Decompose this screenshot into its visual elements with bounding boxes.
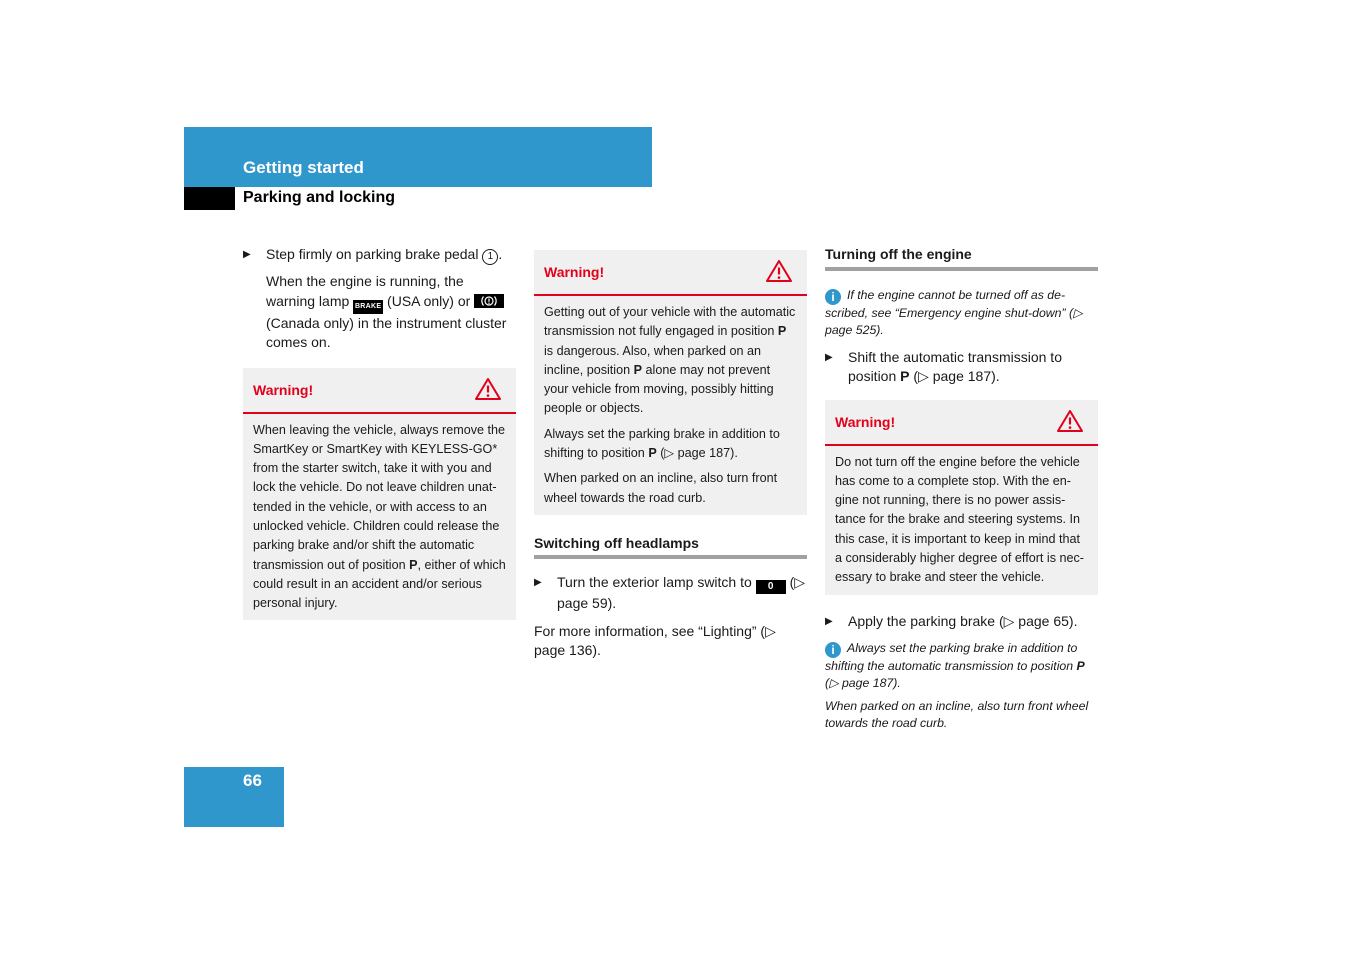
warning-body: [243, 414, 516, 621]
callout-marker: 1: [482, 249, 498, 265]
warning-text-part: Getting out of your vehicle with the automatic transmission not fully engaged in position: [544, 305, 796, 339]
info-text-bold: P: [1076, 659, 1085, 674]
parking-brake-lamp-icon: [474, 294, 504, 308]
punctuation: .: [498, 246, 503, 262]
warning-box-transmission: [534, 250, 807, 515]
more-info-lighting: For more information, see “Lighting” (▷ page 136).: [534, 622, 776, 659]
warning-box-leaving-vehicle: [243, 368, 516, 621]
warning-body: [825, 446, 1098, 595]
lamp-switch-off-icon: 0: [756, 580, 786, 594]
warning-text: [253, 421, 507, 614]
para-text: (Canada only) in the instrument cluster comes on.: [266, 314, 507, 350]
warning-body: [534, 296, 807, 515]
warning-label: Warning!: [835, 413, 896, 430]
warning-triangle-icon: [474, 377, 502, 401]
page-reference: (▷ page 187).: [825, 676, 901, 691]
page-reference: (▷ page 187).: [913, 368, 1000, 384]
para-text: When the engine is running, the warning lamp: [266, 273, 464, 309]
step-apply-brake: ▶ Apply the parking brake (▷ page 65).: [825, 612, 1098, 632]
warning-paragraph-1: [544, 303, 798, 419]
info-note-parking-brake: [825, 640, 1098, 692]
step-text-bold: P: [900, 368, 910, 384]
chapter-title: Getting started: [243, 158, 364, 177]
section-title-headlamps: Switching off headlamps: [534, 534, 807, 560]
info-note-incline: When parked on an incline, also turn front wheel towards the road curb.: [825, 699, 1089, 731]
warning-paragraph-2: [544, 425, 798, 464]
warning-text-bold: P: [409, 557, 418, 572]
info-note-emergency: [825, 287, 1098, 339]
warning-header: [825, 400, 1098, 446]
step-parking-brake: [243, 245, 516, 265]
warning-text-part: Always set the parking brake in addition to shifting to position: [544, 426, 780, 461]
column-1: [243, 245, 516, 620]
step-text: Turn the exterior lamp switch to: [557, 574, 752, 591]
warning-text-bold: P: [777, 324, 787, 339]
section-subtitle: Parking and locking: [243, 189, 396, 206]
warning-paragraph-3: When parked on an incline, also turn front wheel towards the road curb.: [544, 471, 778, 505]
header-band: [184, 127, 652, 187]
page-reference: (▷ page 187).: [660, 446, 738, 461]
step-lamp-switch: [534, 573, 807, 614]
warning-lamp-paragraph: [243, 272, 516, 353]
warning-header: [534, 250, 807, 296]
warning-triangle-icon: [765, 259, 793, 283]
warning-label: Warning!: [544, 264, 605, 280]
warning-text-part: , either of which could result in an accident and/or serious personal injury.: [253, 557, 506, 611]
warning-text-part: When leaving the vehicle, always remove the SmartKey or SmartKey with KEYLESS-GO* from the starter switch, take it with you and lock the vehicle. Do not leave children unat-tended in the vehicle, or with access to an unlocked vehicle. Children could release the parking brake and/or shift the automatic transmission out of position: [253, 422, 506, 572]
info-text: If the engine cannot be turned off as de-scribed, see “Emergency engine shut-down” (▷ page 525).: [825, 287, 1083, 337]
info-icon: i: [825, 642, 841, 658]
warning-triangle-icon: [1056, 409, 1084, 433]
page-number: 66: [243, 771, 262, 790]
warning-header: [243, 368, 516, 414]
brake-lamp-icon: BRAKE: [353, 300, 383, 314]
header-marker: [184, 187, 235, 210]
warning-text-part: is dangerous. Also, when parked on an incline, position: [544, 343, 762, 377]
warning-text: Do not turn off the engine before the vehicle has come to a complete stop. With the en-gine not running, there is no power assis-tance for the brake and steering systems. In this case, it is important to keep in mind that a considerably higher degree of effort is nec-essary to brake and steer the vehicle.: [835, 454, 1084, 585]
warning-text-bold: P: [648, 446, 657, 461]
info-icon: i: [825, 289, 841, 305]
warning-text-bold: P: [633, 362, 643, 377]
info-text: Always set the parking brake in addition to shifting the automatic transmission to position: [825, 641, 1078, 674]
column-3: [825, 245, 1098, 732]
step-shift-to-park: [825, 348, 1098, 387]
para-text: (USA only) or: [387, 292, 471, 309]
page-reference: (▷ page 59).: [557, 574, 805, 612]
column-2: [534, 250, 807, 661]
step-text: Step firmly on parking brake pedal: [266, 246, 479, 262]
step-text: Shift the automatic transmission to position: [848, 348, 1062, 384]
warning-box-engine: [825, 400, 1098, 595]
section-title-engine: Turning off the engine: [825, 245, 1098, 271]
warning-text-part: alone may not prevent your vehicle from moving, possibly hitting people or objects.: [544, 362, 774, 416]
warning-label: Warning!: [253, 381, 314, 398]
page-number-band: [184, 767, 284, 827]
